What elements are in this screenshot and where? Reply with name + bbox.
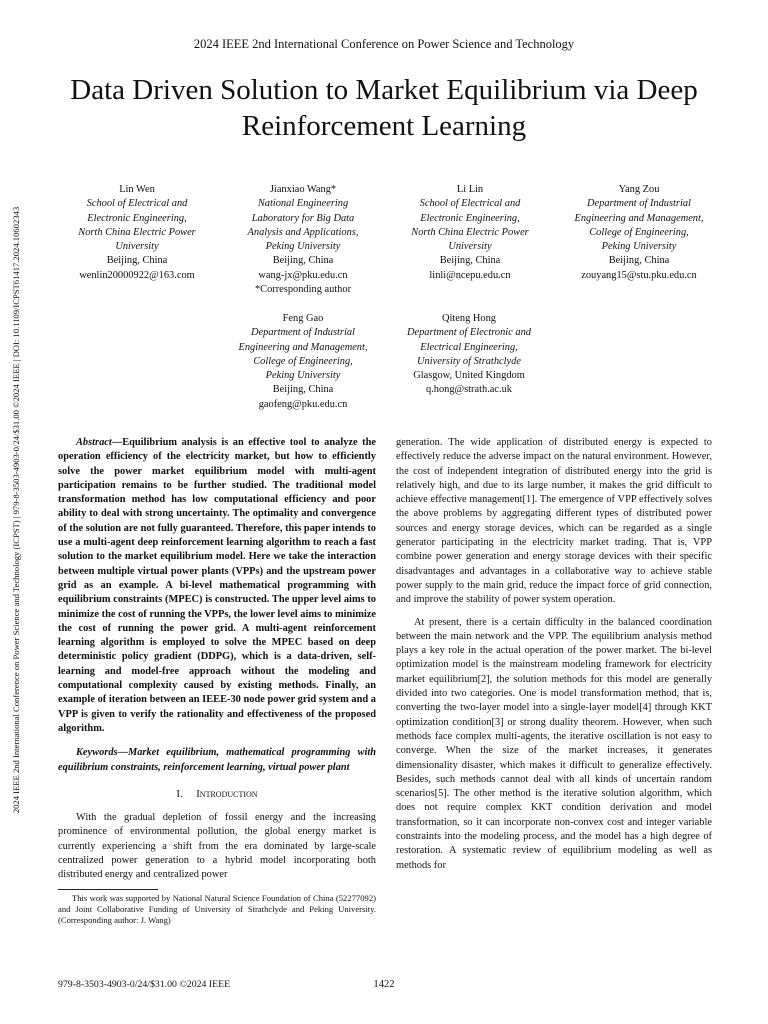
author-affiliation-line: Engineering and Management, <box>574 212 704 224</box>
author-email: wang-jx@pku.edu.cn <box>258 269 348 281</box>
doi-side-identifier: 2024 IEEE 2nd International Conference on Power Science and Technology (ICPST) | 979-8-3503-4903-0/24/$31.00 ©2024 IEEE | DOI: 10.1109/ICPST61417.2024.10602343 <box>11 206 21 814</box>
author-affiliation-line: Peking University <box>265 241 341 253</box>
isbn-copyright-line: 979-8-3503-4903-0/24/$31.00 ©2024 IEEE <box>58 979 231 990</box>
author-affiliation-line: University <box>448 241 492 253</box>
author-affiliation-line: School of Electrical and <box>419 198 521 210</box>
author-email: zouyang15@stu.pku.edu.cn <box>581 269 697 281</box>
right-paragraph-2: At present, there is a certain difficulty in the balanced coordination between the main network and the VPP. The equilibrium analysis method plays a key role in the actual operation of the power market. The bi-level optimization model is the mainstream modeling framework for electricity market equilibrium[2], the solution methods for this model are generally divided into two categories. One is model transformation method, that is, converting the two-layer model into a single-layer model[4] through KKT optimization condition[3] or strong duality theorem. However, when such methods face complex multi-agents, the iterative oscillation is not easy to converge. When the size of the market increases, it generates dimensionality disaster, which makes it difficult to generalize effectively. Besides, such methods cannot deal with all kinds of uncertain random scenarios[5]. The other method is the iterative solution algorithm, which does not require complex KKT condition derivation and model transformation, so it can incorporate non-convex cost and integer variable constraints into the modeling process, and the model has a high degree of restoration. A systematic review of equilibrium modeling as well as methods for <box>396 616 712 871</box>
author-jianxiao-wang <box>228 183 378 297</box>
author-yang-zou <box>560 183 718 283</box>
author-name: Feng Gao <box>282 313 324 324</box>
author-location: Beijing, China <box>272 384 334 396</box>
author-affiliation-line: Peking University <box>265 370 341 382</box>
author-affiliation-line: Department of Electronic and <box>407 327 531 339</box>
paper-title <box>40 72 728 144</box>
paper-title-line-1: Data Driven Solution to Market Equilibrium via Deep <box>70 74 698 106</box>
keywords-paragraph <box>58 746 376 775</box>
page-number: 1422 <box>373 979 395 990</box>
author-location: Beijing, China <box>272 255 334 267</box>
abstract-paragraph <box>58 436 376 736</box>
section-heading-introduction <box>58 787 376 801</box>
author-email: gaofeng@pku.edu.cn <box>258 398 348 410</box>
footnote-divider <box>58 889 158 890</box>
author-name: Qiteng Hong <box>442 313 496 324</box>
author-email: wenlin20000922@163.com <box>79 269 195 281</box>
right-paragraph-1: generation. The wide application of distributed energy is expected to effectively reduce the adverse impact on the natural environment. However, the cost of independent integration of distributed energy into the grid is relatively high, and due to its large number, it makes the grid difficult to achieve effective management[1]. The emergence of VPP effectively solves the above problems by aggregating different types of distributed power sources and energy storage devices, which can be regarded as a single generator participating in the electricity market trading. That is, VPP combine power generation and energy storage devices with their specific disadvantages and advantages in a collaborative way to achieve stable power supply to the main grid, reduce the impact force of grid connection, and improve the stability of power system operation. <box>396 437 712 606</box>
left-column <box>58 436 376 883</box>
corresponding-author-note: *Corresponding author <box>254 284 352 296</box>
intro-paragraph-1: With the gradual depletion of fossil energy and the increasing prominence of environmental pollution, the global energy market is currently experiencing a shift from the era dominated by large-scale centralized power generation to a hybrid model incorporating both distributed energy and centralized power <box>58 812 376 881</box>
author-affiliation-line: College of Engineering, <box>589 226 689 238</box>
author-affiliation-line: Electrical Engineering, <box>420 341 518 353</box>
author-affiliation-line: North China Electric Power <box>78 226 196 238</box>
author-affiliation-line: Laboratory for Big Data <box>251 212 355 224</box>
author-affiliation-line: Engineering and Management, <box>238 341 368 353</box>
section-title: Introduction <box>196 787 258 800</box>
author-name: Li Lin <box>456 184 484 195</box>
author-email: q.hong@strath.ac.uk <box>425 384 513 396</box>
keywords-lead: Keywords <box>76 747 118 759</box>
abstract-lead: Abstract <box>76 437 112 448</box>
author-affiliation-line: University of Strathclyde <box>417 355 521 367</box>
author-affiliation-line: Department of Industrial <box>251 327 355 339</box>
author-name: Jianxiao Wang* <box>269 184 337 195</box>
author-affiliation-line: Analysis and Applications, <box>247 226 359 238</box>
author-affiliation-line: National Engineering <box>257 198 349 210</box>
author-affiliation-line: North China Electric Power <box>411 226 529 238</box>
paper-title-line-2: Reinforcement Learning <box>241 110 527 142</box>
author-affiliation-line: Department of Industrial <box>587 198 691 210</box>
author-lin-wen <box>58 183 216 283</box>
author-affiliation-line: School of Electrical and <box>86 198 188 210</box>
abstract-text: —Equilibrium analysis is an effective tool to analyze the operation efficiency of the electricity market, but how to efficiently solve the power market equilibrium model with multi-agent participation remains to be further studied. The traditional model transformation method has low computational efficiency and poor ability to deal with strong uncertainty. The optimality and convergence of the solution are not fully guaranteed. Therefore, this paper intends to use a multi-agent deep reinforcement learning algorithm to reach a fast solution to the market equilibrium model. Here we take the interaction between multiple virtual power plants (VPPs) and the upstream power grid as an example. A bi-level mathematical programming with equilibrium constraints (MPEC) is constructed. The upper level aims to minimize the cost of running the VPPs, the lower level aims to minimize the cost of running the power grid. A multi-agent reinforcement learning algorithm is employed to solve the MPEC based on deep deterministic policy gradient (DDPG), which is a data-driven, self-learning and model-free approach without the modeling and computational complexity caused by existing methods. Finally, an example of iteration between an IEEE-30 node power grid system and a VPP is given to verify the rationality and effectiveness of the proposed algorithm. <box>58 437 376 734</box>
author-affiliation-line: Electronic Engineering, <box>87 212 187 224</box>
author-affiliation-line: University <box>115 241 159 253</box>
author-location: Beijing, China <box>439 255 501 267</box>
author-location: Beijing, China <box>106 255 168 267</box>
author-qiteng-hong <box>388 312 550 398</box>
author-affiliation-line: Electronic Engineering, <box>420 212 520 224</box>
author-name: Yang Zou <box>618 184 660 195</box>
conference-header: 2024 IEEE 2nd International Conference on Power Science and Technology <box>193 37 575 51</box>
author-location: Beijing, China <box>608 255 670 267</box>
funding-footnote: This work was supported by National Natural Science Foundation of China (52277092) and Joint Collaborative Funding of University of Strathclyde and Peking University. (Corresponding author: J. Wang) <box>58 893 376 926</box>
author-location: Glasgow, United Kingdom <box>413 370 525 382</box>
author-feng-gao <box>222 312 384 412</box>
author-li-lin <box>391 183 549 283</box>
author-email: linli@ncepu.edu.cn <box>429 269 511 281</box>
section-number: I. <box>176 787 183 800</box>
author-name: Lin Wen <box>119 184 155 195</box>
author-affiliation-line: College of Engineering, <box>253 355 353 367</box>
keywords-text: —Market equilibrium, mathematical programming with equilibrium constraints, reinforcement learning, virtual power plant <box>58 747 376 773</box>
author-affiliation-line: Peking University <box>601 241 677 253</box>
right-column <box>396 436 712 873</box>
